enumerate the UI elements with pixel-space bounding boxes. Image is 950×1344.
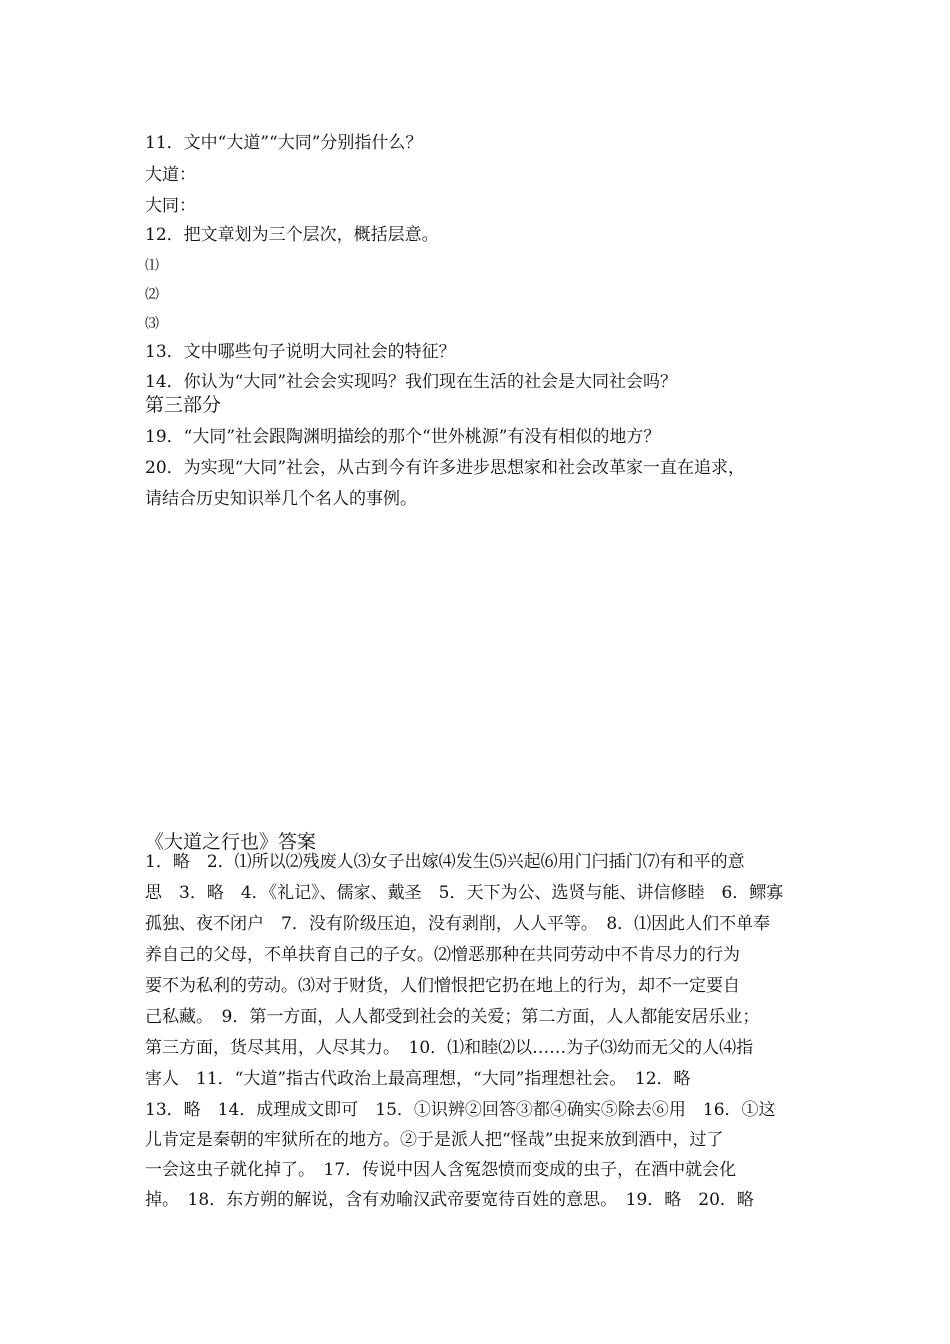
answer-label-datong: 大同： — [145, 196, 196, 216]
question-20-line-2: 请结合历史知识举几个名人的事例。 — [145, 489, 417, 509]
answer-line: 思 3．略 4．《礼记》、儒家、戴圣 5．天下为公、选贤与能、讲信修睦 6．鳏寡 — [145, 883, 784, 903]
answer-line: 要不为私利的劳动。⑶对于财货，人们憎恨把它扔在地上的行为，却不一定要自 — [145, 976, 740, 996]
question-13: 13．文中哪些句子说明大同社会的特征？ — [145, 342, 456, 362]
answer-line: 养自己的父母，不单扶育自己的子女。⑵憎恶那种在共同劳动中不肯尽力的行为 — [145, 945, 740, 965]
answer-line: 1．略 2．⑴所以⑵残废人⑶女子出嫁⑷发生⑸兴起⑹用门闩插门⑺有和平的意 — [145, 852, 745, 872]
question-12: 12．把文章划为三个层次，概括层意。 — [145, 225, 439, 245]
layer-2-label: ⑵ — [145, 287, 159, 303]
answer-line: 第三方面，货尽其用，人尽其力。 10．⑴和睦⑵以……为子⑶幼而无父的人⑷指 — [145, 1038, 754, 1058]
question-20-line-1: 20．为实现“大同”社会，从古到今有许多进步思想家和社会改革家一直在追求， — [145, 458, 746, 478]
answer-line: 己私藏。 9．第一方面，人人都受到社会的关爱；第二方面，人人都能安居乐业； — [145, 1007, 760, 1027]
answers-title: 《大道之行也》答案 — [145, 831, 317, 853]
answer-line: 掉。 18．东方朔的解说，含有劝喻汉武帝要宽待百姓的意思。 19．略 20．略 — [145, 1190, 754, 1210]
layer-1-label: ⑴ — [145, 258, 159, 274]
question-14: 14．你认为“大同”社会会实现吗？我们现在生活的社会是大同社会吗？ — [145, 372, 678, 392]
answer-line: 害人 11．“大道”指古代政治上最高理想，“大同”指理想社会。 12．略 — [145, 1069, 691, 1089]
answer-line: 13．略 14．成理成文即可 15．①识辨②回答③都④确实⑤除去⑥用 16．①这 — [145, 1100, 776, 1120]
answer-line: 一会这虫子就化掉了。 17．传说中因人含冤怨愤而变成的虫子，在酒中就会化 — [145, 1160, 737, 1180]
question-11: 11．文中“大道”“大同”分别指什么？ — [145, 133, 423, 153]
answer-line: 儿肯定是秦朝的牢狱所在的地方。②于是派人把“怪哉”虫捉来放到酒中，过了 — [145, 1130, 724, 1150]
part-three-heading: 第三部分 — [145, 394, 222, 416]
answer-label-dadao: 大道： — [145, 165, 196, 185]
question-19: 19．“大同”社会跟陶渊明描绘的那个“世外桃源”有没有相似的地方？ — [145, 427, 661, 447]
answer-line: 孤独、夜不闭户 7．没有阶级压迫，没有剥削，人人平等。 8．⑴因此人们不单奉 — [145, 914, 771, 934]
layer-3-label: ⑶ — [145, 316, 159, 332]
